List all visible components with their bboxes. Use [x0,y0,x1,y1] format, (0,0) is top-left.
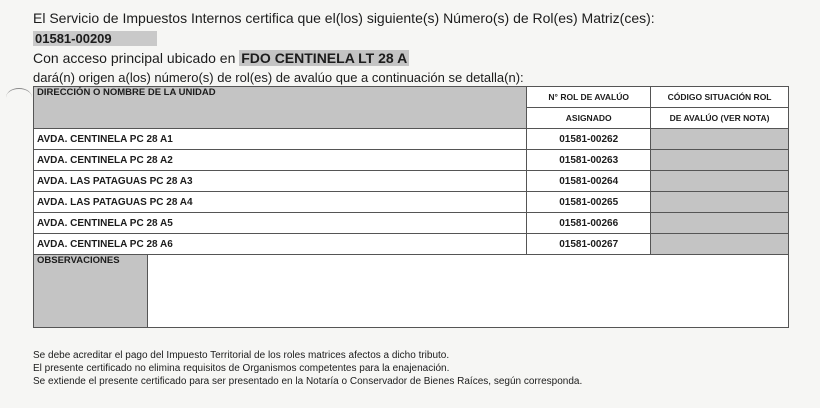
observaciones-cell [34,255,789,328]
observaciones-row [34,255,789,328]
row-direccion: AVDA. LAS PATAGUAS PC 28 A3 [34,171,527,192]
header-codigo-2: DE AVALÚO (VER NOTA) [651,108,789,129]
footer-line-3: Se extiende el presente certificado para ser presentado en la Notaría o Conservador de Bienes Raíces, según corresponda. [33,376,583,387]
row-codigo [651,150,789,171]
observaciones-label: OBSERVACIONES [34,255,148,327]
row-codigo [651,234,789,255]
row-codigo [651,171,789,192]
access-location: FDO CENTINELA LT 28 A [241,50,408,66]
row-rol: 01581-00264 [527,171,651,192]
access-prefix: Con acceso principal ubicado en [33,50,240,66]
row-codigo [651,213,789,234]
row-direccion: AVDA. LAS PATAGUAS PC 28 A4 [34,192,527,213]
row-direccion: AVDA. CENTINELA PC 28 A5 [34,213,527,234]
row-codigo [651,192,789,213]
footer-line-2: El presente certificado no elimina requisitos de Organismos competentes para la enajenación. [33,363,450,374]
table-row [34,150,789,171]
table-row [34,213,789,234]
row-rol: 01581-00266 [527,213,651,234]
row-rol: 01581-00263 [527,150,651,171]
row-rol: 01581-00265 [527,192,651,213]
row-direccion: AVDA. CENTINELA PC 28 A6 [34,234,527,255]
table-row [34,129,789,150]
table-row [34,171,789,192]
matrix-number: 01581-00209 [33,31,157,46]
header-codigo-1: CÓDIGO SITUACIÓN ROL [651,87,789,108]
table-row [34,234,789,255]
origin-text: dará(n) origen a(los) número(s) de rol(es) de avalúo que a continuación se detalla(n): [33,70,524,85]
row-direccion: AVDA. CENTINELA PC 28 A2 [34,150,527,171]
certifica-text: El Servicio de Impuestos Internos certifica que el(los) siguiente(s) Número(s) de Rol(es) Matriz(ces): [33,10,655,26]
header-rol-2: ASIGNADO [527,108,651,129]
row-rol: 01581-00262 [527,129,651,150]
table-row [34,192,789,213]
header-direccion: DIRECCIÓN O NOMBRE DE LA UNIDAD [34,87,527,129]
scan-mark [6,88,32,107]
row-direccion: AVDA. CENTINELA PC 28 A1 [34,129,527,150]
row-codigo [651,129,789,150]
header-rol-1: N° ROL DE AVALÚO [527,87,651,108]
access-line [33,50,409,66]
rol-table [33,86,789,328]
footer-line-1: Se debe acreditar el pago del Impuesto Territorial de los roles matrices afectos a dicho tributo. [33,350,450,361]
footer-notes [33,349,582,388]
table-header-row [34,87,789,108]
row-rol: 01581-00267 [527,234,651,255]
observaciones-value [148,255,788,327]
